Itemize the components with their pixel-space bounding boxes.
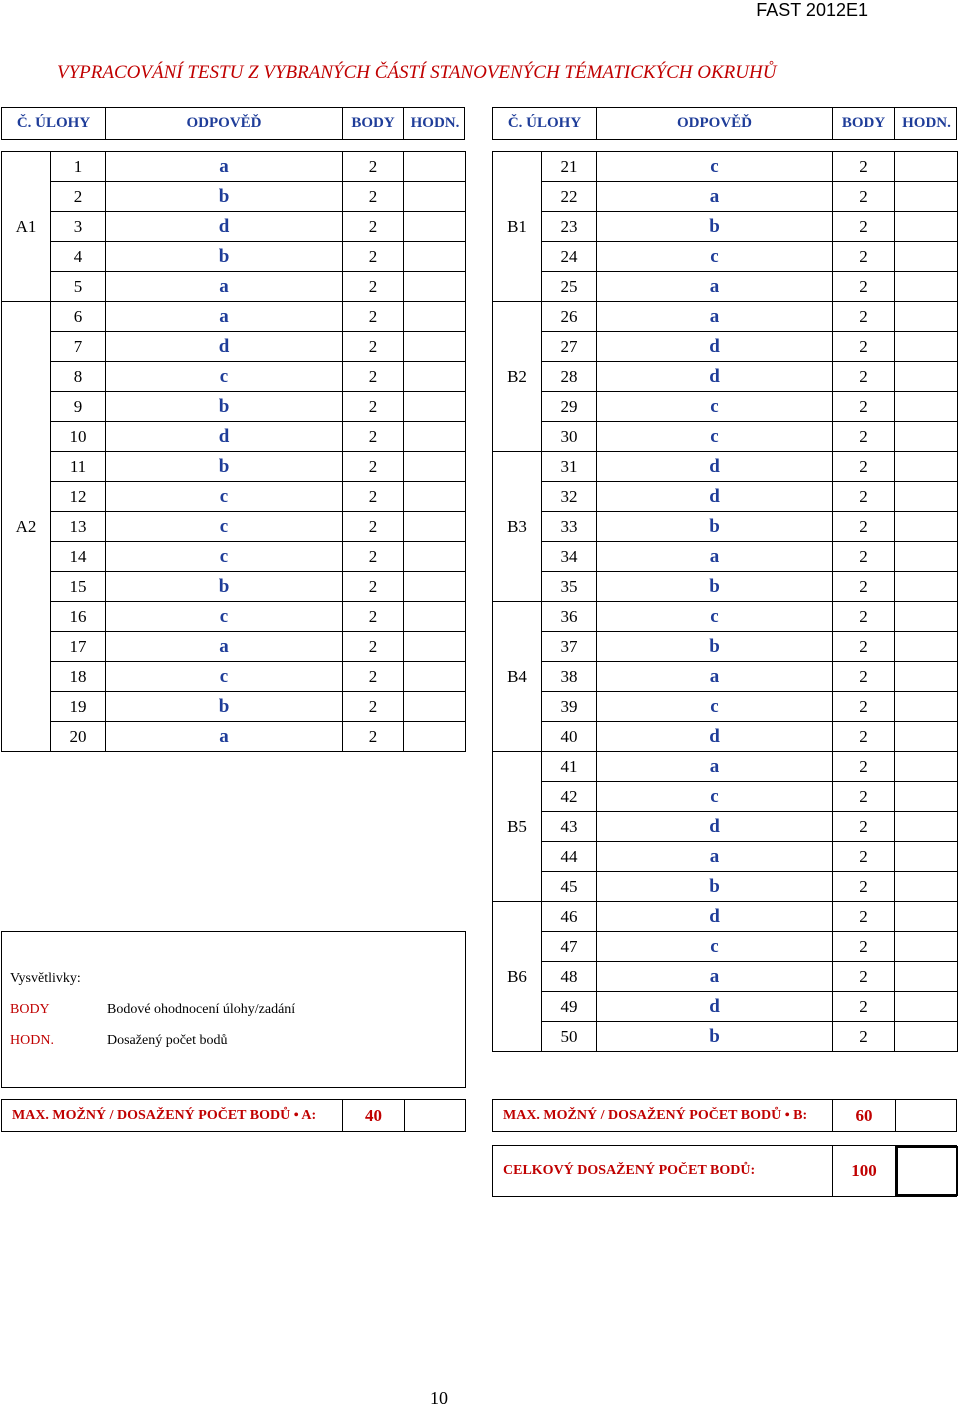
score-cell <box>404 212 466 242</box>
score-cell <box>404 452 466 482</box>
points-cell: 2 <box>343 212 404 242</box>
task-number-cell: 8 <box>51 362 106 392</box>
score-cell <box>895 452 958 482</box>
score-cell <box>404 512 466 542</box>
table-row <box>2 182 466 212</box>
answer-cell: a <box>597 842 833 872</box>
task-number-cell: 15 <box>51 572 106 602</box>
points-cell: 2 <box>833 452 895 482</box>
right-column-header <box>492 107 957 140</box>
table-row <box>493 362 958 392</box>
table-row <box>493 602 958 632</box>
score-cell <box>895 1022 958 1052</box>
header-answer: ODPOVĚĎ <box>597 108 833 139</box>
points-cell: 2 <box>343 572 404 602</box>
table-row <box>493 482 958 512</box>
table-row <box>493 302 958 332</box>
answer-cell: b <box>106 242 343 272</box>
grand-total-box <box>492 1145 957 1197</box>
grand-total-value: 100 <box>832 1146 895 1196</box>
legend-heading: Vysvětlivky: <box>10 971 81 986</box>
table-row <box>493 242 958 272</box>
points-cell: 2 <box>343 242 404 272</box>
table-row <box>493 212 958 242</box>
table-row <box>2 392 466 422</box>
points-cell: 2 <box>833 842 895 872</box>
task-number-cell: 28 <box>542 362 597 392</box>
score-cell <box>895 872 958 902</box>
legend-key-hodn: HODN. <box>10 1033 54 1048</box>
answer-cell: c <box>597 602 833 632</box>
points-cell: 2 <box>343 632 404 662</box>
table-row <box>2 662 466 692</box>
section-label: B5 <box>493 752 542 902</box>
points-cell: 2 <box>343 722 404 752</box>
answer-cell: b <box>106 692 343 722</box>
score-cell <box>895 812 958 842</box>
score-cell <box>895 422 958 452</box>
points-cell: 2 <box>833 632 895 662</box>
task-number-cell: 44 <box>542 842 597 872</box>
points-cell: 2 <box>833 932 895 962</box>
points-cell: 2 <box>833 902 895 932</box>
score-cell <box>404 542 466 572</box>
task-number-cell: 49 <box>542 992 597 1022</box>
score-cell <box>404 662 466 692</box>
score-cell <box>895 662 958 692</box>
total-a-score <box>404 1100 467 1131</box>
score-cell <box>404 332 466 362</box>
answer-cell: c <box>597 422 833 452</box>
task-number-cell: 38 <box>542 662 597 692</box>
table-row <box>2 152 466 182</box>
answer-cell: d <box>597 332 833 362</box>
task-number-cell: 43 <box>542 812 597 842</box>
task-number-cell: 24 <box>542 242 597 272</box>
grand-total-score <box>895 1146 958 1196</box>
section-label: A2 <box>2 302 51 752</box>
points-cell: 2 <box>833 272 895 302</box>
points-cell: 2 <box>833 872 895 902</box>
answer-cell: a <box>597 962 833 992</box>
task-number-cell: 23 <box>542 212 597 242</box>
score-cell <box>895 482 958 512</box>
score-cell <box>895 572 958 602</box>
answer-cell: c <box>106 542 343 572</box>
points-cell: 2 <box>343 512 404 542</box>
header-points: BODY <box>343 108 404 139</box>
answer-cell: d <box>597 992 833 1022</box>
total-b-box <box>492 1099 957 1132</box>
answer-cell: b <box>106 182 343 212</box>
points-cell: 2 <box>833 422 895 452</box>
score-cell <box>404 602 466 632</box>
score-cell <box>895 152 958 182</box>
task-number-cell: 1 <box>51 152 106 182</box>
legend-box <box>1 931 466 1088</box>
answer-cell: a <box>106 302 343 332</box>
points-cell: 2 <box>343 692 404 722</box>
score-cell <box>404 182 466 212</box>
score-cell <box>895 902 958 932</box>
task-number-cell: 39 <box>542 692 597 722</box>
answer-cell: a <box>597 752 833 782</box>
answer-cell: b <box>597 212 833 242</box>
total-b-label: MAX. MOŽNÝ / DOSAŽENÝ POČET BODŮ • B: <box>503 1107 808 1123</box>
points-cell: 2 <box>833 962 895 992</box>
score-cell <box>895 632 958 662</box>
answer-cell: a <box>597 272 833 302</box>
task-number-cell: 12 <box>51 482 106 512</box>
score-cell <box>895 302 958 332</box>
header-score: HODN. <box>410 115 460 131</box>
table-row <box>2 512 466 542</box>
answer-cell: d <box>597 452 833 482</box>
table-row <box>2 452 466 482</box>
score-cell <box>895 212 958 242</box>
answer-cell: c <box>597 782 833 812</box>
points-cell: 2 <box>343 392 404 422</box>
task-number-cell: 20 <box>51 722 106 752</box>
table-row <box>493 572 958 602</box>
table-row <box>493 422 958 452</box>
score-cell <box>895 752 958 782</box>
answer-cell: d <box>597 362 833 392</box>
answer-cell: d <box>597 902 833 932</box>
table-row <box>2 332 466 362</box>
points-cell: 2 <box>833 152 895 182</box>
table-row <box>493 152 958 182</box>
answer-cell: a <box>597 542 833 572</box>
answer-cell: b <box>106 572 343 602</box>
task-number-cell: 26 <box>542 302 597 332</box>
task-number-cell: 16 <box>51 602 106 632</box>
score-cell <box>895 842 958 872</box>
answer-table-a <box>1 151 466 752</box>
header-answer: ODPOVĚĎ <box>106 108 343 139</box>
page-number: 10 <box>430 1388 448 1408</box>
task-number-cell: 37 <box>542 632 597 662</box>
score-cell <box>404 152 466 182</box>
section-label: B6 <box>493 902 542 1052</box>
table-row <box>2 272 466 302</box>
section-label: A1 <box>2 152 51 302</box>
task-number-cell: 27 <box>542 332 597 362</box>
score-cell <box>895 332 958 362</box>
table-row <box>493 752 958 782</box>
task-number-cell: 36 <box>542 602 597 632</box>
table-row <box>493 932 958 962</box>
points-cell: 2 <box>833 182 895 212</box>
answer-cell: a <box>106 722 343 752</box>
task-number-cell: 40 <box>542 722 597 752</box>
score-cell <box>404 392 466 422</box>
total-b-score <box>895 1100 958 1131</box>
table-row <box>493 962 958 992</box>
answer-cell: b <box>597 1022 833 1052</box>
score-cell <box>895 392 958 422</box>
points-cell: 2 <box>833 752 895 782</box>
table-row <box>493 902 958 932</box>
task-number-cell: 17 <box>51 632 106 662</box>
answer-cell: c <box>106 512 343 542</box>
total-b-value: 60 <box>832 1100 895 1131</box>
score-cell <box>895 782 958 812</box>
answer-cell: d <box>106 422 343 452</box>
legend-key-body: BODY <box>10 1002 50 1017</box>
task-number-cell: 14 <box>51 542 106 572</box>
answer-cell: b <box>597 872 833 902</box>
points-cell: 2 <box>833 332 895 362</box>
score-cell <box>895 272 958 302</box>
task-number-cell: 42 <box>542 782 597 812</box>
answer-cell: b <box>597 512 833 542</box>
answer-cell: d <box>597 812 833 842</box>
answer-table-b <box>492 151 958 1052</box>
score-cell <box>895 512 958 542</box>
points-cell: 2 <box>343 272 404 302</box>
points-cell: 2 <box>343 422 404 452</box>
task-number-cell: 33 <box>542 512 597 542</box>
score-cell <box>404 482 466 512</box>
answer-cell: a <box>597 662 833 692</box>
table-row <box>493 392 958 422</box>
task-number-cell: 41 <box>542 752 597 782</box>
table-row <box>493 452 958 482</box>
score-cell <box>895 242 958 272</box>
section-label: B1 <box>493 152 542 302</box>
task-number-cell: 47 <box>542 932 597 962</box>
points-cell: 2 <box>833 392 895 422</box>
task-number-cell: 7 <box>51 332 106 362</box>
score-cell <box>895 182 958 212</box>
table-row <box>2 722 466 752</box>
points-cell: 2 <box>343 542 404 572</box>
table-row <box>2 242 466 272</box>
section-label: B2 <box>493 302 542 452</box>
table-row <box>493 782 958 812</box>
table-row <box>493 842 958 872</box>
table-row <box>493 272 958 302</box>
points-cell: 2 <box>833 572 895 602</box>
answer-cell: c <box>597 932 833 962</box>
answer-cell: b <box>597 572 833 602</box>
task-number-cell: 4 <box>51 242 106 272</box>
table-row <box>2 602 466 632</box>
answer-cell: c <box>106 602 343 632</box>
task-number-cell: 13 <box>51 512 106 542</box>
section-label: B4 <box>493 602 542 752</box>
legend-desc-hodn: Dosažený počet bodů <box>107 1033 228 1048</box>
task-number-cell: 29 <box>542 392 597 422</box>
task-number-cell: 9 <box>51 392 106 422</box>
table-row <box>493 512 958 542</box>
points-cell: 2 <box>833 812 895 842</box>
table-row <box>2 422 466 452</box>
table-row <box>2 542 466 572</box>
table-row <box>493 332 958 362</box>
answer-cell: c <box>597 392 833 422</box>
legend-desc-body: Bodové ohodnocení úlohy/zadání <box>107 1002 296 1017</box>
points-cell: 2 <box>833 602 895 632</box>
answer-cell: d <box>597 722 833 752</box>
points-cell: 2 <box>343 152 404 182</box>
answer-cell: c <box>597 242 833 272</box>
answer-cell: a <box>597 182 833 212</box>
task-number-cell: 2 <box>51 182 106 212</box>
answer-cell: b <box>597 632 833 662</box>
points-cell: 2 <box>833 722 895 752</box>
table-row <box>493 872 958 902</box>
answer-cell: b <box>106 452 343 482</box>
table-row <box>493 632 958 662</box>
points-cell: 2 <box>833 302 895 332</box>
task-number-cell: 5 <box>51 272 106 302</box>
points-cell: 2 <box>343 662 404 692</box>
task-number-cell: 11 <box>51 452 106 482</box>
task-number-cell: 19 <box>51 692 106 722</box>
task-number-cell: 30 <box>542 422 597 452</box>
points-cell: 2 <box>343 362 404 392</box>
points-cell: 2 <box>343 482 404 512</box>
table-row <box>2 212 466 242</box>
answer-cell: c <box>106 662 343 692</box>
points-cell: 2 <box>833 362 895 392</box>
total-a-value: 40 <box>342 1100 404 1131</box>
answer-cell: d <box>106 212 343 242</box>
score-cell <box>404 302 466 332</box>
task-number-cell: 6 <box>51 302 106 332</box>
answer-cell: d <box>106 332 343 362</box>
table-row <box>493 692 958 722</box>
points-cell: 2 <box>833 542 895 572</box>
task-number-cell: 45 <box>542 872 597 902</box>
header-task-no: Č. ÚLOHY <box>493 108 597 139</box>
table-row <box>2 302 466 332</box>
score-cell <box>895 932 958 962</box>
answer-cell: c <box>106 482 343 512</box>
answer-cell: b <box>106 392 343 422</box>
header-points: BODY <box>833 108 895 139</box>
score-cell <box>404 722 466 752</box>
points-cell: 2 <box>343 332 404 362</box>
table-row <box>2 362 466 392</box>
score-cell <box>895 602 958 632</box>
section-label: B3 <box>493 452 542 602</box>
answer-cell: d <box>597 482 833 512</box>
points-cell: 2 <box>833 512 895 542</box>
score-cell <box>895 362 958 392</box>
task-number-cell: 10 <box>51 422 106 452</box>
points-cell: 2 <box>833 992 895 1022</box>
points-cell: 2 <box>833 482 895 512</box>
answer-cell: a <box>597 302 833 332</box>
score-cell <box>895 962 958 992</box>
points-cell: 2 <box>343 302 404 332</box>
task-number-cell: 3 <box>51 212 106 242</box>
task-number-cell: 35 <box>542 572 597 602</box>
task-number-cell: 34 <box>542 542 597 572</box>
table-row <box>493 722 958 752</box>
document-code: FAST 2012E1 <box>756 0 868 20</box>
table-row <box>493 662 958 692</box>
task-number-cell: 46 <box>542 902 597 932</box>
page-title: VYPRACOVÁNÍ TESTU Z VYBRANÝCH ČÁSTÍ STANOVENÝCH TÉMATICKÝCH OKRUHŮ <box>57 62 777 83</box>
table-row <box>2 632 466 662</box>
score-cell <box>404 272 466 302</box>
points-cell: 2 <box>343 602 404 632</box>
points-cell: 2 <box>833 692 895 722</box>
table-row <box>493 812 958 842</box>
score-cell <box>404 242 466 272</box>
answer-cell: a <box>106 632 343 662</box>
score-cell <box>404 422 466 452</box>
answer-cell: a <box>106 272 343 302</box>
score-cell <box>404 362 466 392</box>
table-row <box>493 1022 958 1052</box>
points-cell: 2 <box>343 182 404 212</box>
points-cell: 2 <box>833 212 895 242</box>
answer-cell: c <box>106 362 343 392</box>
points-cell: 2 <box>833 242 895 272</box>
task-number-cell: 48 <box>542 962 597 992</box>
score-cell <box>895 722 958 752</box>
answer-cell: a <box>106 152 343 182</box>
header-task-no: Č. ÚLOHY <box>2 108 106 139</box>
points-cell: 2 <box>833 1022 895 1052</box>
score-cell <box>895 542 958 572</box>
answer-cell: c <box>597 152 833 182</box>
task-number-cell: 32 <box>542 482 597 512</box>
score-cell <box>404 572 466 602</box>
grand-total-label: CELKOVÝ DOSAŽENÝ POČET BODŮ: <box>503 1163 756 1178</box>
task-number-cell: 22 <box>542 182 597 212</box>
table-row <box>2 692 466 722</box>
score-cell <box>895 692 958 722</box>
table-row <box>493 992 958 1022</box>
task-number-cell: 18 <box>51 662 106 692</box>
table-row <box>2 572 466 602</box>
total-a-box <box>1 1099 466 1132</box>
points-cell: 2 <box>833 782 895 812</box>
points-cell: 2 <box>833 662 895 692</box>
score-cell <box>895 992 958 1022</box>
total-a-label: MAX. MOŽNÝ / DOSAŽENÝ POČET BODŮ • A: <box>12 1107 317 1123</box>
points-cell: 2 <box>343 452 404 482</box>
score-cell <box>404 692 466 722</box>
task-number-cell: 25 <box>542 272 597 302</box>
header-score: HODN. <box>902 115 951 131</box>
score-cell <box>404 632 466 662</box>
task-number-cell: 21 <box>542 152 597 182</box>
task-number-cell: 50 <box>542 1022 597 1052</box>
answer-cell: c <box>597 692 833 722</box>
table-row <box>493 182 958 212</box>
task-number-cell: 31 <box>542 452 597 482</box>
left-column-header <box>1 107 465 140</box>
table-row <box>2 482 466 512</box>
table-row <box>493 542 958 572</box>
